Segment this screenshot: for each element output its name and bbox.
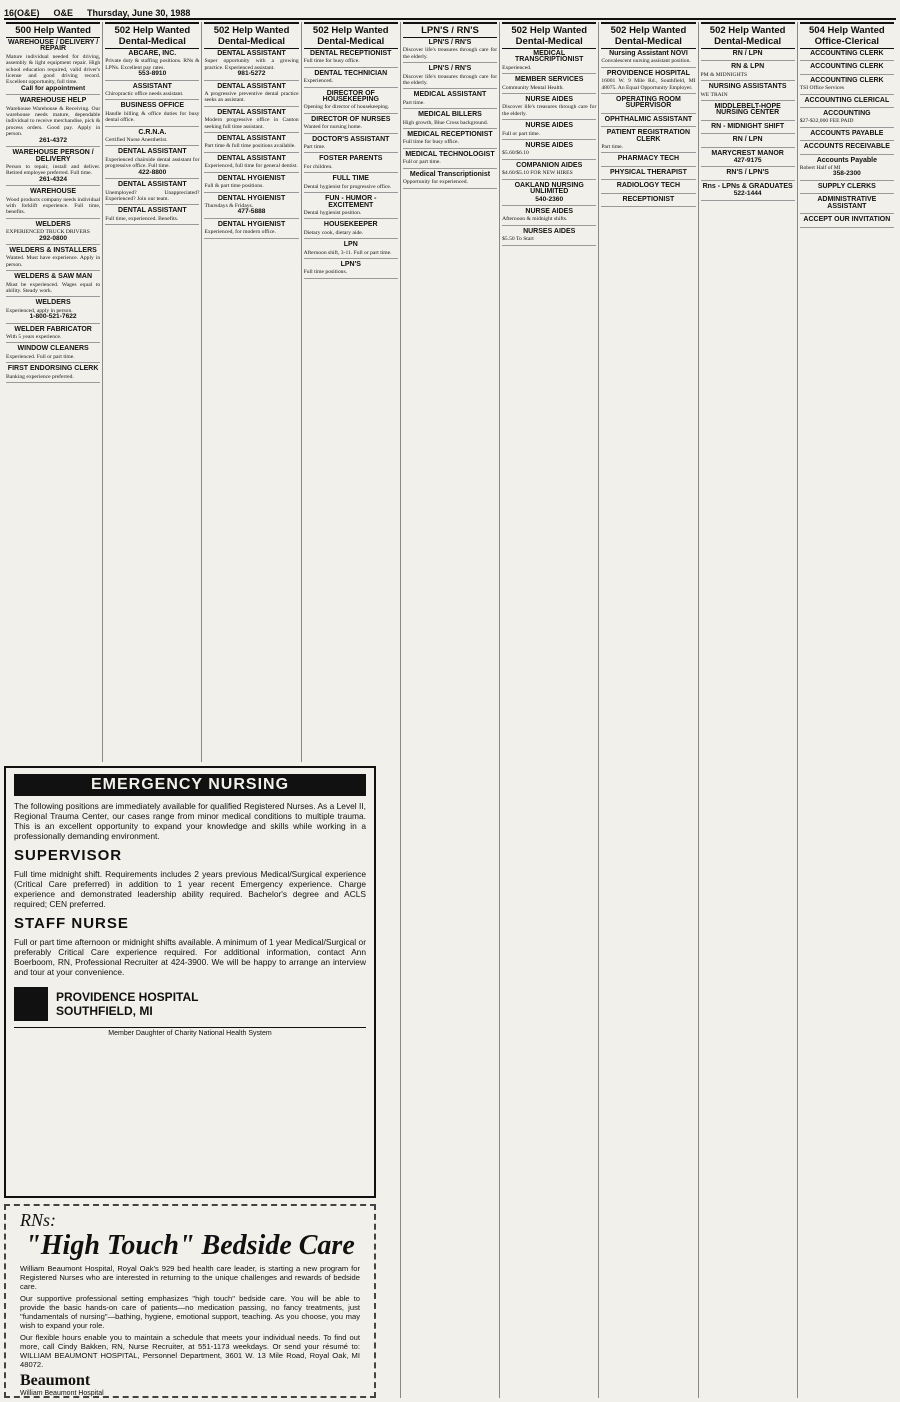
providence-logo-icon (14, 987, 48, 1021)
classified-ad (800, 64, 894, 74)
classified-ad (6, 98, 100, 147)
ad-body: Afternoon shift, 3-11. Full or part time. (303, 249, 392, 256)
classified-ad (701, 104, 795, 121)
er-ad-supervisor-text: Full time midnight shift. Requirements includes 2 years previous Medical/Surgical experience (Critical Care preferred) in addition to 1 year recent Emergency experience. Charge experience and demonstrated leadership ability required. Bachelor's degree and ACLS required; CEN preferred. (14, 869, 366, 909)
classified-ad (204, 222, 298, 239)
classified-ad (403, 172, 497, 189)
classified-ad (204, 156, 298, 173)
classified-ad (105, 103, 199, 126)
ad-phone: 522-1444 (733, 190, 762, 198)
ad-title: C.R.N.A. (138, 128, 167, 136)
classified-ad (403, 66, 497, 89)
classified-ad (6, 274, 100, 297)
ad-title: WAREHOUSE PERSON / DELIVERY (12, 149, 94, 163)
ad-body: Part time. (303, 144, 326, 151)
ad-body: Part time. (402, 99, 425, 106)
ad-body: Warehouse Warehouse & Receiving. Our warehouse needs mature, dependable individual to receive merchandise, pick & process orders. Good pay. Apply in person. (6, 105, 101, 138)
column-5 (401, 22, 500, 1398)
ad-body: Experienced, for modern office. (204, 229, 276, 236)
ad-body: $5.60/$6.10 (502, 150, 529, 157)
ad-title: DENTAL ASSISTANT (118, 207, 187, 215)
ad-title: RN - MIDNIGHT SHIFT (711, 122, 785, 130)
ad-title: Medical Transcriptionist (409, 170, 491, 178)
classified-ad (800, 158, 894, 181)
ad-body: Full or part time. (402, 159, 441, 166)
classified-ad (601, 183, 695, 193)
classified-ad (701, 170, 795, 180)
ad-title: FIRST ENDORSING CLERK (7, 365, 99, 373)
ad-phone: 358-2300 (832, 170, 861, 178)
ad-title: ACCOUNTS PAYABLE (810, 129, 884, 137)
beaumont-logo (20, 1372, 360, 1397)
ht-ad-p2: Our supportive professional setting emphasizes "high touch" bedside care. You will be able to provide the basic hands-on care of patients—no medication passing, no fancy treatments, just "fundamentals of nursing"—bathing, hygiene, emotional support, teaching. As you choose, you may wish to expand your role. (20, 1294, 360, 1330)
classified-ad (800, 217, 894, 227)
ad-title: MEDICAL ASSISTANT (413, 91, 487, 99)
ad-body: Dental hygienist position. (303, 209, 362, 216)
classified-ad (800, 144, 894, 154)
ad-title: DENTAL ASSISTANT (217, 135, 286, 143)
ad-title: DENTAL ASSISTANT (118, 148, 187, 156)
classified-ad (800, 131, 894, 141)
section-name: O&E (53, 8, 74, 18)
ad-body: 16001 W. 9 Mile Rd., Southfield, MI 48075. An Equal Opportunity Employer. (601, 78, 696, 91)
classified-ad (6, 300, 100, 323)
column-heading: LPN'S / RN'S (403, 22, 497, 38)
ad-body: Full or part time. (502, 130, 541, 137)
ad-title: DENTAL ASSISTANT (118, 181, 187, 189)
ht-ad-headline: "High Touch" Bedside Care (25, 1230, 355, 1261)
ad-title: DENTAL ASSISTANT (217, 108, 286, 116)
ht-ad-rns: RNs: (20, 1210, 56, 1230)
ad-title: DENTAL ASSISTANT (217, 82, 286, 90)
ad-title: LPN (343, 241, 358, 249)
classified-ad (6, 366, 100, 383)
classified-ad (403, 132, 497, 149)
classified-ad (304, 242, 398, 259)
masthead (4, 2, 896, 20)
classified-ad (204, 110, 298, 133)
ad-title: DENTAL TECHNICIAN (314, 69, 388, 77)
ad-body: EXPERIENCED TRUCK DRIVERS (6, 229, 90, 236)
ad-title: FULL TIME (332, 175, 369, 183)
classified-ad (601, 97, 695, 114)
ad-title: Accounts Payable (816, 156, 878, 164)
classified-ad (304, 196, 398, 219)
column-2 (103, 22, 202, 762)
classified-ad (105, 51, 199, 81)
ad-body: Experienced, apply in person. (6, 307, 73, 314)
ad-title: WAREHOUSE / DELIVERY / REPAIR (7, 39, 99, 53)
ad-title: DIRECTOR OF NURSES (311, 115, 391, 123)
ad-title: COMPANION AIDES (516, 161, 583, 169)
ad-title: NURSE AIDES (525, 122, 573, 130)
classified-ad (304, 137, 398, 154)
providence-logo (14, 987, 366, 1021)
classified-ad (701, 151, 795, 168)
ad-title: DENTAL ASSISTANT (217, 50, 286, 57)
ad-body: Wanted for nursing home. (303, 124, 362, 131)
ad-body: Dietary cook, dietary aide. (303, 229, 364, 236)
ad-body: Opening for director of housekeeping. (303, 104, 390, 111)
ad-body: Full time for busy office. (303, 58, 360, 65)
issue-date: Thursday, June 30, 1988 (87, 8, 191, 18)
classified-ad (304, 176, 398, 193)
ad-title: OPHTHALMIC ASSISTANT (604, 115, 693, 123)
page-number: 16(O&E) (4, 8, 40, 18)
ad-body: Person to repair, install and deliver. Retired employee preferred. Full time. (6, 163, 101, 177)
er-ad-supervisor-title: SUPERVISOR (14, 847, 123, 864)
emergency-nursing-ad (4, 766, 376, 1198)
ad-body: Community Mental Health. (502, 84, 564, 91)
classified-ad (601, 117, 695, 127)
column-6 (500, 22, 599, 1398)
ad-title: LPN'S / RN'S (428, 39, 472, 46)
ad-title: MIDDLEBELT-HOPE NURSING CENTER (714, 103, 781, 117)
ad-phone: 422-8800 (138, 168, 167, 176)
ad-body: A progressive preventive dental practice seeks an assistant. (204, 91, 299, 104)
column-heading: 502 Help Wanted Dental-Medical (204, 22, 298, 49)
classified-ad (502, 143, 596, 160)
ad-title: PATIENT REGISTRATION CLERK (606, 129, 691, 143)
ad-body: Certified Nurse Anesthetist. (105, 137, 168, 144)
classified-ad (701, 64, 795, 81)
ad-body: Experienced chairside dental assistant for progressive office. Full time. (105, 156, 200, 170)
classified-ad (502, 209, 596, 226)
ad-title: DENTAL HYGIENIST (217, 174, 286, 182)
classified-ad (800, 78, 894, 95)
ad-phone: 477-5888 (237, 208, 266, 216)
ad-body: Afternoon & midnight shifts. (502, 216, 568, 223)
classified-ad (304, 117, 398, 134)
ad-body: For children. (303, 163, 333, 170)
classified-ad (304, 91, 398, 114)
classified-ad (204, 84, 298, 107)
ad-body: TSI Office Services (799, 85, 845, 92)
ad-title: RN & LPN (731, 63, 765, 71)
ad-body: Discover life's treasures through care for the elderly. (402, 73, 498, 87)
ad-title: LPN'S (340, 260, 361, 268)
ad-body: Full time positions. (303, 269, 348, 276)
ad-body: Opportunity for experienced. (402, 179, 468, 186)
er-ad-title: EMERGENCY NURSING (14, 774, 366, 796)
classified-ad (204, 176, 298, 193)
column-heading: 502 Help Wanted Dental-Medical (701, 22, 795, 49)
classified-ad (304, 156, 398, 173)
ad-body: Experienced, full time for general dentist. (204, 163, 298, 170)
ad-phone: Call for appointment (21, 84, 86, 92)
ad-title: RADIOLOGY TECH (616, 182, 681, 190)
column-9 (798, 22, 896, 1398)
classified-ad (105, 149, 199, 179)
classified-ad (800, 111, 894, 128)
classified-ad (304, 262, 398, 279)
ad-title: ACCOUNTING CLERK (810, 50, 884, 57)
classified-ad (105, 208, 199, 225)
ad-body: Chiropractic office needs assistant. (105, 91, 184, 98)
ad-body: Discover life's treasures through care for the elderly. (402, 47, 498, 60)
ad-title: PROVIDENCE HOSPITAL (606, 69, 690, 77)
classified-ad (6, 248, 100, 271)
ht-ad-p3: Our flexible hours enable you to maintain a schedule that meets your individual needs. To find out more, call Cindy Bakken, RN, Nurse Recruiter, at 551-1173 weekdays. Or send your résumé to: WILLIAM BEAUMONT HOSPITAL, Personnel Department, 3601 W. 13 Mile Road, Royal Oak, MI 48072. (20, 1333, 360, 1369)
classified-ad (403, 40, 497, 63)
ad-title: DOCTOR'S ASSISTANT (312, 135, 390, 143)
ad-title: WAREHOUSE (30, 188, 77, 196)
ad-body: Part time & full time positions available. (204, 143, 296, 150)
ad-title: PHYSICAL THERAPIST (609, 168, 687, 176)
ad-title: OPERATING ROOM SUPERVISOR (616, 96, 681, 110)
ad-body: Discover life's treasures through care for the elderly. (502, 104, 597, 117)
classified-ad (304, 71, 398, 88)
classified-ad (502, 123, 596, 140)
ad-title: WAREHOUSE HELP (19, 97, 87, 105)
ad-title: WELDERS (35, 220, 71, 228)
classified-ad (601, 130, 695, 153)
classified-ad (502, 97, 596, 120)
ad-title: NURSES AIDES (523, 227, 576, 235)
ad-title: DENTAL RECEPTIONIST (310, 50, 392, 57)
er-ad-staff-title: STAFF NURSE (14, 915, 129, 932)
column-heading: 502 Help Wanted Dental-Medical (304, 22, 398, 49)
ad-phone: 427-9175 (733, 157, 762, 165)
ad-body: Wood products company needs individual with forklift experience. Full time, benefits. (6, 196, 101, 216)
ad-body: Full & part time positions. (204, 183, 264, 190)
ad-body: Handle billing & office duties for busy dental office. (105, 110, 200, 124)
ad-title: Rns - LPNs & GRADUATES (702, 182, 793, 190)
column-heading: 504 Help Wanted Office-Clerical (800, 22, 894, 49)
ad-title: WELDERS & INSTALLERS (9, 246, 97, 254)
classified-ad (502, 229, 596, 246)
classified-ad (502, 77, 596, 94)
ad-body: $27-$32,000 FEE PAID (799, 118, 854, 125)
ad-body: Thursdays & Fridays. (204, 202, 254, 209)
ad-body: High growth, Blue Cross background. (402, 119, 489, 126)
classified-ad (701, 51, 795, 61)
ad-body: PM & MIDNIGHTS (700, 71, 748, 78)
ad-title: FOSTER PARENTS (319, 155, 383, 163)
ad-title: HOUSEKEEPER (323, 221, 378, 229)
ad-title: NURSE AIDES (525, 207, 573, 215)
ad-title: NURSE AIDES (525, 96, 573, 104)
ad-title: ASSISTANT (132, 82, 172, 90)
ad-body: Experienced. (502, 64, 532, 71)
beaumont-brand: Beaumont (20, 1372, 91, 1389)
er-ad-staff-text: Full or part time afternoon or midnight shifts available. A minimum of 1 year Medical/Surgical or preferably Critical Care experience required. For additional information, contact Ann Boerboom, RN, Professional Recruiter at 424-3900. We will be happy to arrange an interview and tour at your convenience. (14, 937, 366, 977)
ad-title: OAKLAND NURSING UNLIMITED (514, 181, 584, 196)
ad-body: Part time. (601, 144, 624, 151)
classified-ad (800, 98, 894, 108)
ad-title: MEDICAL TRANSCRIPTIONIST (514, 50, 584, 64)
column-heading: 502 Help Wanted Dental-Medical (601, 22, 695, 49)
ad-body: Private duty & staffing positions. RNs & LPNs. Excellent pay rates. (105, 58, 200, 71)
classified-ad (800, 184, 894, 194)
ad-phone: 261-4324 (39, 175, 68, 183)
ad-title: ACCOUNTING CLERK (810, 76, 884, 84)
ad-body: Banking experience preferred. (6, 373, 74, 380)
ad-phone: 292-0800 (39, 234, 68, 242)
hospital-city: SOUTHFIELD, MI (56, 1004, 153, 1018)
classified-ad (6, 40, 100, 95)
ht-ad-p1: William Beaumont Hospital, Royal Oak's 929 bed health care leader, is starting a new program for Registered Nurses who are interested in returning to the unique challenges and rewards of bedside care. (20, 1264, 360, 1291)
classified-ad (601, 197, 695, 207)
ad-title: WELDER FABRICATOR (14, 325, 92, 333)
ad-title: ACCOUNTING CLERK (810, 63, 884, 71)
ad-body: Super opportunity with a growing practice. Experienced assistant. (204, 58, 299, 71)
ad-body: WE TRAIN (700, 91, 728, 98)
ad-body: With 5 years experience. (6, 334, 62, 341)
ad-body: Full time for busy office. (402, 139, 459, 146)
ad-title: ACCEPT OUR INVITATION (803, 216, 891, 224)
classified-ad (800, 51, 894, 61)
beaumont-sub: William Beaumont Hospital (20, 1390, 104, 1397)
ad-title: WELDERS & SAW MAN (14, 273, 92, 281)
ad-body: Full time, experienced. Benefits. (105, 215, 179, 222)
classified-ad (105, 130, 199, 147)
ad-title: FUN - HUMOR - EXCITEMENT (325, 195, 377, 209)
classified-ad (204, 51, 298, 81)
high-touch-ad (4, 1204, 376, 1398)
classified-ad (6, 150, 100, 186)
ad-body: Modern progressive office in Canton seeking full time assistant. (204, 117, 299, 130)
classified-ad (6, 327, 100, 344)
classified-ad (502, 163, 596, 180)
ad-title: DENTAL HYGIENIST (217, 220, 286, 228)
hospital-name: PROVIDENCE HOSPITAL (56, 990, 199, 1004)
column-8 (699, 22, 798, 1398)
column-heading: 502 Help Wanted Dental-Medical (105, 22, 199, 49)
ad-title: DIRECTOR OF HOUSEKEEPING (322, 89, 379, 104)
classified-ad (403, 92, 497, 109)
ad-title: MEDICAL RECEPTIONIST (407, 131, 493, 139)
classified-ad (6, 346, 100, 363)
ad-title: MARYCREST MANOR (711, 149, 784, 157)
classified-ad (601, 51, 695, 68)
classified-ad (601, 71, 695, 94)
classified-ad (502, 51, 596, 74)
classified-ad (304, 222, 398, 239)
ad-title: ABCARE, INC. (128, 50, 177, 57)
column-heading: 500 Help Wanted (6, 22, 100, 38)
classified-ad (701, 84, 795, 101)
ad-title: ACCOUNTING CLERICAL (804, 96, 890, 104)
member-line: Member Daughter of Charity National Health System (14, 1027, 366, 1037)
classified-ad (6, 189, 100, 219)
classified-ad (701, 137, 795, 147)
classified-ad (204, 196, 298, 219)
classified-ad (601, 156, 695, 166)
ad-title: RN'S / LPN'S (726, 169, 769, 177)
ad-title: WELDERS (35, 299, 71, 307)
classified-ad (701, 184, 795, 201)
ad-title: ACCOUNTS RECEIVABLE (803, 143, 890, 151)
ad-title: SUPPLY CLERKS (817, 182, 876, 190)
classified-ad (502, 183, 596, 206)
ad-title: WINDOW CLEANERS (17, 345, 89, 353)
ad-body: $4.60/$5.10 FOR NEW HIRES (502, 170, 573, 177)
ad-body: Convalescent nursing assistant position. (601, 58, 691, 65)
ad-body: Dental hygienist for progressive office. (303, 183, 392, 190)
ad-title: MEDICAL TECHNOLOGIST (405, 150, 495, 158)
ad-title: BUSINESS OFFICE (120, 102, 185, 110)
classified-ad (601, 170, 695, 180)
ad-title: DENTAL HYGIENIST (217, 194, 286, 202)
ad-title: RN / LPN (732, 136, 763, 144)
ad-title: Nursing Assistant NOVI (609, 50, 688, 57)
column-1 (4, 22, 103, 762)
ad-phone: 553-8910 (138, 70, 167, 78)
ad-title: RN / LPN (732, 50, 763, 57)
classified-ad (105, 182, 199, 205)
ad-title: ACCOUNTING (823, 110, 871, 118)
classified-ad (403, 112, 497, 129)
ad-title: MEDICAL BILLERS (418, 111, 482, 119)
ad-title: RECEPTIONIST (622, 195, 675, 203)
ad-title: LPN'S / RN'S (428, 65, 472, 73)
column-3 (202, 22, 301, 762)
classified-ad (304, 51, 398, 68)
ad-title: DENTAL ASSISTANT (217, 154, 286, 162)
ad-body: Robert Half of MI (799, 165, 841, 172)
ad-body: Wanted. Must have experience. Apply in person. (6, 255, 101, 268)
ad-title: ADMINISTRATIVE ASSISTANT (817, 196, 877, 210)
ad-title: NURSE AIDES (525, 142, 573, 150)
classified-ad (800, 197, 894, 214)
ad-body: Experienced. (303, 78, 334, 85)
column-7 (599, 22, 698, 1398)
ad-phone: 1-800-521-7622 (29, 313, 77, 321)
ad-body: $5.50 To Start (502, 236, 534, 243)
classified-ad (105, 84, 199, 101)
ad-title: PHARMACY TECH (617, 155, 680, 163)
ad-body: Must be experienced. Wages equal to ability. Steady work. (6, 281, 101, 294)
classified-ad (701, 124, 795, 134)
ad-phone: 261-4372 (39, 136, 68, 144)
ad-body: Unemployed? Unappreciated? Experienced? Join our team. (105, 189, 200, 202)
er-ad-intro: The following positions are immediately available for qualified Registered Nurses. As a Level II, Regional Trauma Center, our cases range from minor medical conditions to multiple trauma. This is an excellent opportunity to expand your knowledge and skills while working in a professionally demanding environment. (14, 801, 366, 841)
ad-title: MEMBER SERVICES (515, 76, 584, 84)
ad-title: NURSING ASSISTANTS (708, 83, 787, 91)
classified-ad (6, 222, 100, 245)
ad-body: Mature individual needed for driving, assembly & light equipment repair. High school education required, valid driver's license and good driving record. Excellent opportunity, full time. (6, 53, 101, 86)
classified-ad (403, 152, 497, 169)
column-heading: 502 Help Wanted Dental-Medical (502, 22, 596, 49)
classified-ad (204, 136, 298, 153)
ad-phone: 981-5272 (237, 70, 266, 78)
ad-phone: 540-2360 (535, 195, 564, 203)
ad-body: Experienced. Full or part time. (6, 353, 75, 360)
